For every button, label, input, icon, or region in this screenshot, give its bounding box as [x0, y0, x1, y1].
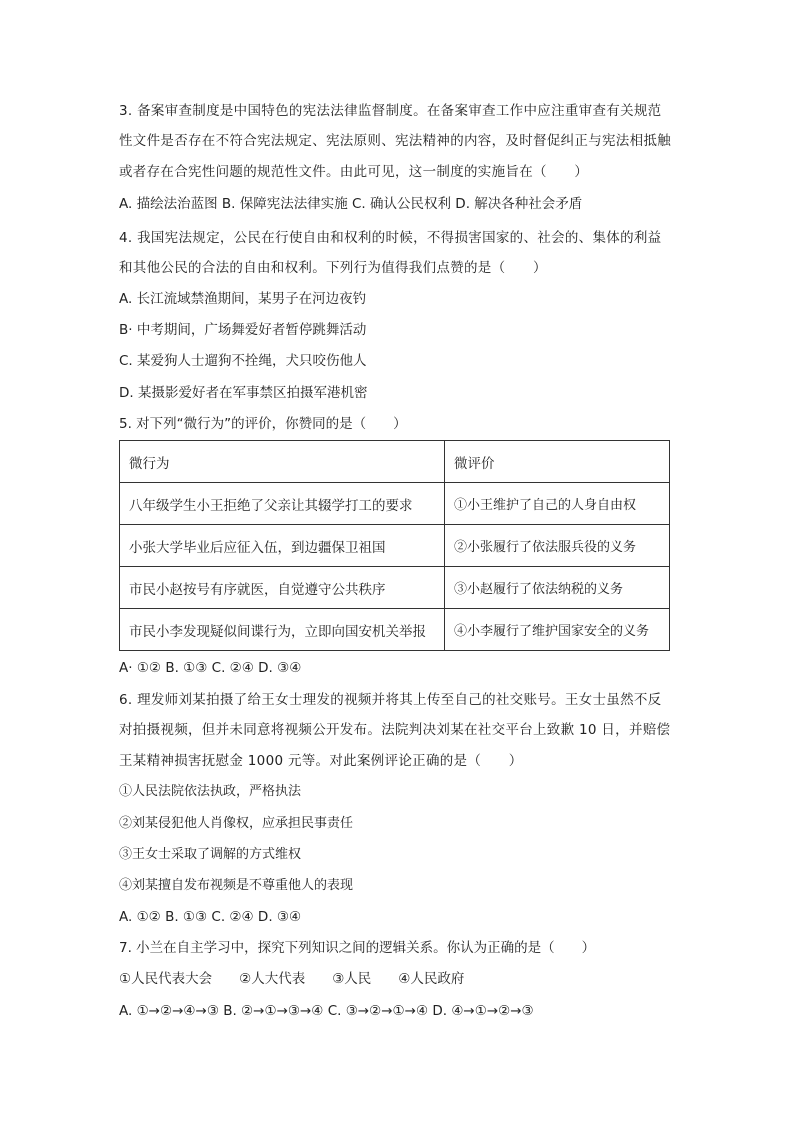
table-cell-behavior: 市民小赵按号有序就医，自觉遵守公共秩序 — [120, 567, 445, 609]
q3-options: A. 描绘法治蓝图 B. 保障宪法法律实施 C. 确认公民权利 D. 解决各种社会矛盾 — [119, 196, 583, 212]
q6-statement-1: ①人民法院依法执政，严格执法 — [119, 784, 302, 799]
q3-stem-line-1: 3. 备案审查制度是中国特色的宪法法律监督制度。在备案审查工作中应注重审查有关规范 — [119, 103, 662, 119]
q7-options: A. ①→②→④→③ B. ②→①→③→④ C. ③→②→①→④ D. ④→①→②→③ — [119, 1003, 534, 1019]
table-cell-behavior: 八年级学生小王拒绝了父亲让其辍学打工的要求 — [120, 483, 445, 525]
q4-option-a: A. 长江流域禁渔期间，某男子在河边夜钓 — [119, 291, 367, 307]
q5-options: A· ①② B. ①③ C. ②④ D. ③④ — [119, 660, 302, 676]
q6-stem-line-2: 对拍摄视频，但并未同意将视频公开发布。法院判决刘某在社交平台上致歉 10 日，并赔偿 — [119, 722, 671, 738]
q4-option-c: C. 某爱狗人士遛狗不拴绳，犬只咬伤他人 — [119, 353, 367, 369]
table-cell-evaluation: ①小王维护了自己的人身自由权 — [445, 483, 670, 525]
table-header-row — [120, 441, 670, 483]
table-cell-evaluation: ②小张履行了依法服兵役的义务 — [445, 525, 670, 567]
q4-stem-line-2: 和其他公民的合法的自由和权利。下列行为值得我们点赞的是（ ） — [119, 260, 547, 276]
table-cell-behavior: 小张大学毕业后应征入伍，到边疆保卫祖国 — [120, 525, 445, 567]
table-cell-behavior: 市民小李发现疑似间谍行为，立即向国安机关举报 — [120, 609, 445, 651]
q6-stem-line-3: 王某精神损害抚慰金 1000 元等。对此案例评论正确的是（ ） — [119, 753, 523, 769]
q4-stem-line-1: 4. 我国宪法规定，公民在行使自由和权利的时候，不得损害国家的、社会的、集体的利益 — [119, 230, 662, 246]
q7-stem: 7. 小兰在自主学习中，探究下列知识之间的逻辑关系。你认为正确的是（ ） — [119, 940, 596, 956]
table-cell-evaluation: ④小李履行了维护国家安全的义务 — [445, 609, 670, 651]
table-row — [120, 567, 670, 609]
q6-options: A. ①② B. ①③ C. ②④ D. ③④ — [119, 909, 302, 925]
q6-statement-3: ③王女士采取了调解的方式维权 — [119, 847, 302, 862]
q6-statement-4: ④刘某擅自发布视频是不尊重他人的表现 — [119, 878, 354, 893]
table-row — [120, 483, 670, 525]
q4-option-b: B· 中考期间，广场舞爱好者暂停跳舞活动 — [119, 322, 367, 338]
table-header-behavior: 微行为 — [120, 441, 445, 483]
table-row — [120, 609, 670, 651]
q6-statement-2: ②刘某侵犯他人肖像权，应承担民事责任 — [119, 816, 354, 831]
q4-option-d: D. 某摄影爱好者在军事禁区拍摄军港机密 — [119, 385, 368, 401]
q3-stem-line-3: 或者存在合宪性问题的规范性文件。由此可见，这一制度的实施旨在（ ） — [119, 164, 589, 180]
table-header-evaluation: 微评价 — [445, 441, 670, 483]
q5-table — [119, 440, 670, 651]
table-row — [120, 525, 670, 567]
q3-stem-line-2: 性文件是否存在不符合宪法规定、宪法原则、宪法精神的内容，及时督促纠正与宪法相抵触 — [119, 133, 671, 149]
q5-stem: 5. 对下列“微行为”的评价，你赞同的是（ ） — [119, 416, 407, 432]
q6-stem-line-1: 6. 理发师刘某拍摄了给王女士理发的视频并将其上传至自己的社交账号。王女士虽然不反 — [119, 692, 662, 708]
q7-items: ①人民代表大会 ②人大代表 ③人民 ④人民政府 — [119, 971, 465, 987]
table-cell-evaluation: ③小赵履行了依法纳税的义务 — [445, 567, 670, 609]
